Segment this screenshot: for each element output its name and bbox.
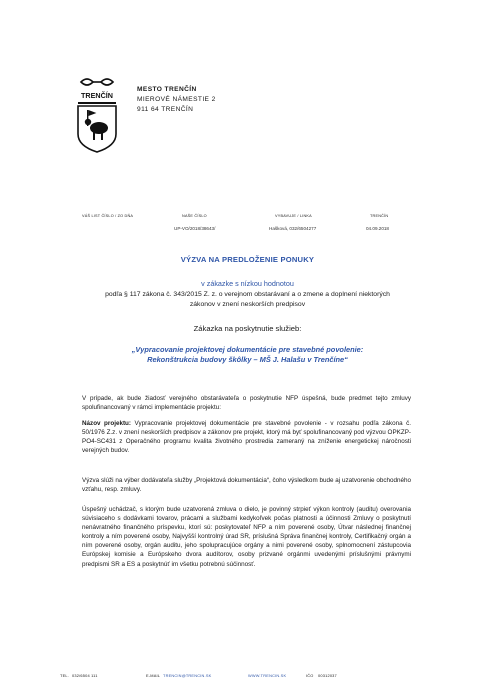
ref-date: 04.09.2018 xyxy=(366,226,389,231)
ref-label-our-number: NAŠE ČÍSLO xyxy=(182,214,207,218)
city-address-block xyxy=(137,85,216,115)
ref-our-number: UP-VO/2018/38643/ xyxy=(174,226,216,231)
project-title: „Vypracovanie projektovej dokumentácie pre stavebné povolenie: Rekonštrukcia budovy škôlky – MŠ J. Halašu v Trenčíne“ xyxy=(131,345,364,364)
document-title: VÝZVA NA PREDLOŽENIE PONUKY xyxy=(180,255,315,264)
footer-email-link[interactable]: TRENCIN@TRENCIN.SK xyxy=(163,673,212,678)
city-coat-of-arms-logo xyxy=(73,76,121,154)
paragraph-audit: Úspešný uchádzač, s ktorým bude uzatvorená zmluva o dielo, je povinný strpieť výkon kontroly (auditu) overovania súvisiaceho s dodávkami tovarov, prácami a službami kedykoľvek počas platnosti a účinnosti Zmluvy o poskytnutí nenávratného finančného príspevku, ktorí sú: poskytovateľ NFP a ním poverené osoby, Útvar následnej finančnej kontroly a ním poverené osoby, Najvyšší kontrolný úrad SR, príslušná Správa finančnej kontroly, Certifikačný orgán a ním poverené osoby, orgán auditu, jeho spolupracujúce orgány a nimi poverené osoby, splnomocnení zástupcovia Európskej komisie a Európskeho dvora audítorov, osoby prizvané orgánmi uvedenými príslušnými právnymi predpismi SR a ES a poskytnúť im všetku potrebnú súčinnosť. xyxy=(82,506,411,568)
footer-ico: 00312037 xyxy=(318,673,337,678)
paragraph-purpose: Výzva slúži na výber dodávateľa služby „Projektová dokumentácia“, čoho výsledkom bude aj uzatvorenie obchodného vzťahu, resp. zmluvy. xyxy=(82,477,411,494)
footer-tel: 032/6504 111 xyxy=(72,673,98,678)
postal-address: 911 64 TRENČÍN xyxy=(137,106,194,113)
paragraph-funding: V prípade, ak bude žiadosť verejného obstarávateľa o poskytnutie NFP úspešná, bude predmet tejto zmluvy spolufinancovaný v rámci implementácie projektu: xyxy=(82,395,411,412)
order-type: Zákazka na poskytnutie služieb: xyxy=(193,324,302,333)
street-address: MIEROVÉ NÁMESTIE 2 xyxy=(137,96,216,103)
footer-email-label: E-MAIL xyxy=(146,673,161,678)
legal-basis: podľa § 117 zákona č. 343/2015 Z. z. o verejnom obstarávaní a o zmene a doplnení niektorých zákonov v znení neskorších predpisov xyxy=(105,291,390,308)
footer-ico-label: IČO xyxy=(306,673,314,678)
footer-web-link[interactable]: WWW.TRENCIN.SK xyxy=(248,673,287,678)
ref-label-place: TRENČÍN xyxy=(370,214,389,218)
footer-tel-label: TEL. xyxy=(60,673,70,678)
project-name-label: Názov projektu: xyxy=(82,420,131,427)
city-name: MESTO TRENČÍN xyxy=(137,86,197,93)
project-name-text: Vypracovanie projektovej dokumentácie pre stavebné povolenie - v rozsahu podľa zákona č. 50/1976 Z.z. v znení neskorších predpisov a zákonov pre projekt, ktorý má byť spolufinancovaný pod výzvou OPKZP-PO4-SC431 z Operačného programu kvalita životného prostredia zameraný na zníženie energetickej náročnosti verejných budov. xyxy=(82,420,411,455)
paragraph-project-name xyxy=(82,419,411,455)
ref-label-your-letter: VÁŠ LIST ČÍSLO / ZO DŇA xyxy=(82,214,134,218)
ref-handled-by: Hašková, 032/6504277 xyxy=(269,226,317,231)
document-subtitle: v zákazke s nízkou hodnotou xyxy=(201,279,294,288)
svg-text:TRENČÍN: TRENČÍN xyxy=(81,91,113,100)
ref-label-handled-by: VYBAVUJE / LINKA xyxy=(275,214,312,218)
